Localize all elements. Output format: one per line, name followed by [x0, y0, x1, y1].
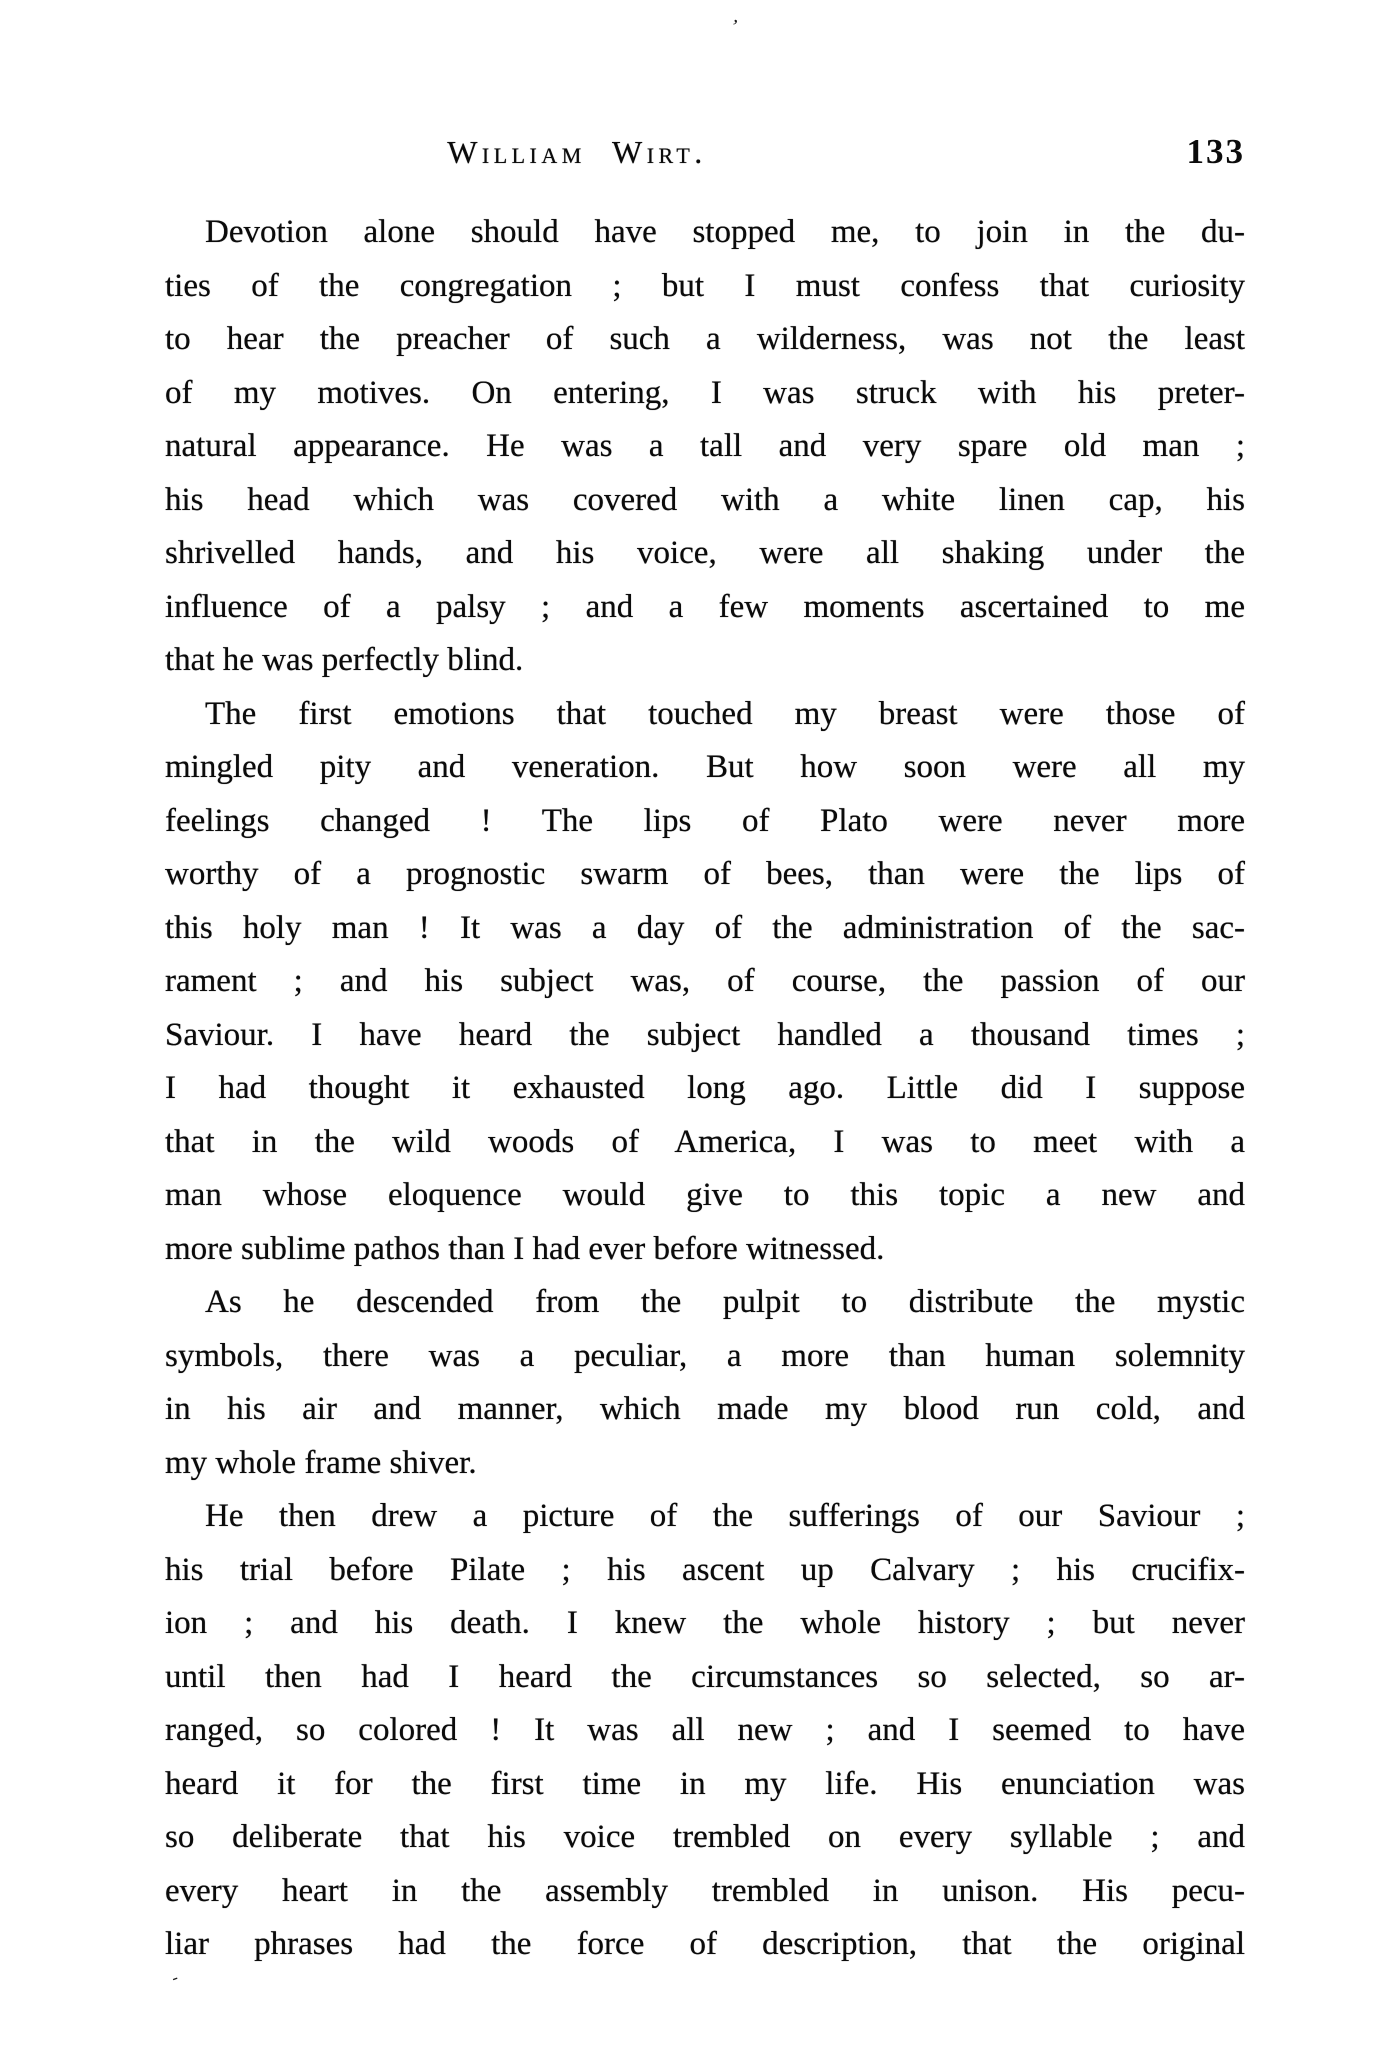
text-line: this holy man ! It was a day of the administration of the sac- — [165, 909, 1245, 946]
text-line: heard it for the first time in my life. His enunciation was — [165, 1765, 1245, 1802]
text-line: my whole frame shiver. — [165, 1444, 477, 1481]
text-line: his trial before Pilate ; his ascent up Calvary ; his crucifix- — [165, 1551, 1245, 1588]
paragraph-4 — [165, 1490, 1245, 1972]
running-header — [165, 134, 1245, 180]
body-text — [165, 206, 1245, 1972]
page-number: 133 — [1186, 132, 1245, 171]
text-line: ties of the congregation ; but I must confess that curiosity — [165, 267, 1245, 304]
scan-artifact-top: ’ — [728, 15, 740, 39]
text-line: that in the wild woods of America, I was to meet with a — [165, 1123, 1245, 1160]
text-line: until then had I heard the circumstances so selected, so ar- — [165, 1658, 1245, 1695]
text-line: Saviour. I have heard the subject handled a thousand times ; — [165, 1016, 1245, 1053]
text-line: his head which was covered with a white linen cap, his — [165, 481, 1245, 518]
text-line: rament ; and his subject was, of course, the passion of our — [165, 963, 1245, 999]
text-line: that he was perfectly blind. — [165, 642, 524, 678]
text-line: of my motives. On entering, I was struck with his preter- — [165, 374, 1245, 411]
text-line: As he descended from the pulpit to distribute the mystic — [205, 1284, 1245, 1320]
paragraph-1 — [165, 206, 1245, 688]
text-line: The first emotions that touched my breast were those of — [205, 695, 1245, 732]
text-line: mingled pity and veneration. But how soon were all my — [165, 749, 1245, 785]
text-line: natural appearance. He was a tall and very spare old man ; — [165, 428, 1245, 464]
text-line: feelings changed ! The lips of Plato were never more — [165, 802, 1245, 839]
paragraph-2 — [165, 688, 1245, 1277]
text-line: ranged, so colored ! It was all new ; and I seemed to have — [165, 1712, 1245, 1748]
text-line: in his air and manner, which made my blood run cold, and — [165, 1391, 1245, 1427]
text-line: shrivelled hands, and his voice, were all shaking under the — [165, 535, 1245, 571]
text-line: every heart in the assembly trembled in unison. His pecu- — [165, 1872, 1245, 1909]
running-header-title: William Wirt. — [447, 134, 707, 170]
text-line: more sublime pathos than I had ever before witnessed. — [165, 1230, 885, 1267]
text-line: Devotion alone should have stopped me, to join in the du- — [205, 214, 1245, 250]
text-line: to hear the preacher of such a wilderness, was not the least — [165, 321, 1245, 357]
text-line: He then drew a picture of the sufferings of our Saviour ; — [205, 1498, 1245, 1534]
text-line: so deliberate that his voice trembled on every syllable ; and — [165, 1819, 1245, 1855]
paragraph-3 — [165, 1276, 1245, 1490]
text-line: ion ; and his death. I knew the whole history ; but never — [165, 1605, 1245, 1641]
text-line: worthy of a prognostic swarm of bees, than were the lips of — [165, 856, 1245, 892]
text-line: I had thought it exhausted long ago. Little did I suppose — [165, 1070, 1245, 1106]
scan-artifact-bottom: - — [168, 1967, 181, 1988]
text-line: man whose eloquence would give to this topic a new and — [165, 1177, 1245, 1213]
text-line: symbols, there was a peculiar, a more than human solemnity — [165, 1337, 1245, 1374]
text-line: liar phrases had the force of description, that the original — [165, 1926, 1245, 1962]
text-line: influence of a palsy ; and a few moments ascertained to me — [165, 588, 1245, 625]
